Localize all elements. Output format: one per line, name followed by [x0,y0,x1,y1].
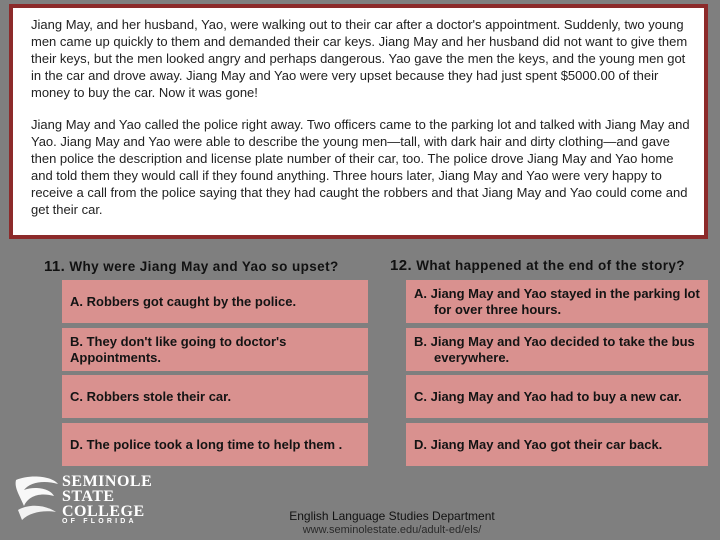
passage-paragraph-2: Jiang May and Yao called the police right away. Two officers came to the parking lot and talked with Jiang May and Yao. Jiang May and Yao were able to describe the young men—tall, with dark hair and dirty clothing—and gave then police the description and license plate number of their car, too. The police drove Jiang May and Yao home and told them they would call if they found anything. Three hours later, Jiang May and Yao were very happy to receive a call from the police saying that they had caught the robbers and that Jiang May and Yao could come and get their car. [31,117,690,217]
footer-url-link[interactable]: www.seminolestate.edu/adult-ed/els/ [302,524,482,536]
q12-option-c[interactable]: C. Jiang May and Yao had to buy a new car. [406,375,708,418]
passage-paragraph-1: Jiang May, and her husband, Yao, were walking out to their car after a doctor's appointment. Suddenly, two young men came up quickly to them and demanded their car keys. Jiang May and her husband did not want to give them their keys, but the men looked angry and perhaps dangerous. Yao gave the men the keys, and the young men got in the car and drove away. Jiang May and Yao were very upset because they had just spent $5000.00 of their money to buy the car. Now it was gone! [31,17,688,100]
footer-department: English Language Studies Department [289,509,495,523]
reading-passage [9,4,708,239]
question-11-text: Why were Jiang May and Yao so upset? [69,259,339,274]
q12-option-b[interactable]: B. Jiang May and Yao decided to take the bus everywhere. [406,328,708,371]
q11-option-a[interactable]: A. Robbers got caught by the police. [62,280,368,323]
question-12-number: 12. [390,257,413,274]
q12-option-a[interactable]: A. Jiang May and Yao stayed in the parking lot for over three hours. [406,280,708,323]
question-12-title [390,257,685,274]
college-logo-subtitle: OF FLORIDA [62,518,137,525]
question-11-title [44,258,339,275]
college-logo-text: SEMINOLE STATE COLLEGE [62,473,153,520]
q11-option-c[interactable]: C. Robbers stole their car. [62,375,368,418]
question-12-text: What happened at the end of the story? [416,258,685,273]
q11-option-d[interactable]: D. The police took a long time to help them . [62,423,368,466]
q12-option-d[interactable]: D. Jiang May and Yao got their car back. [406,423,708,466]
q11-option-b[interactable]: B. They don't like going to doctor's Appointments. [62,328,368,371]
question-11-number: 11. [44,258,66,275]
